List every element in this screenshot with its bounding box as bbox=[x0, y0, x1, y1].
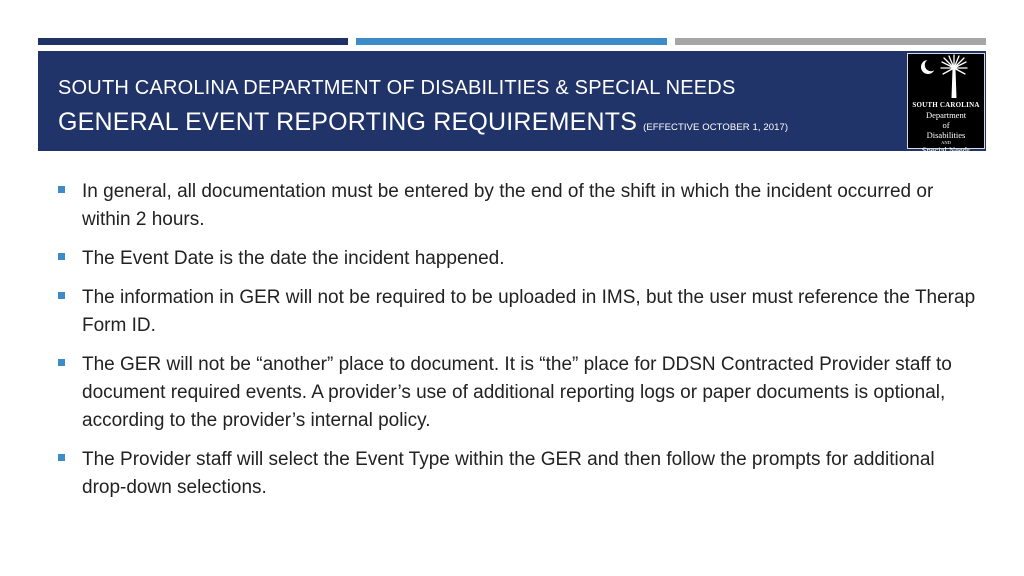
palmetto-moon-icon bbox=[908, 54, 984, 100]
bullet-text: The GER will not be “another” place to document. It is “the” place for DDSN Contracted Provider staff to document required events. A provider’s use of additional reporting logs or paper documents is optional, according to the provider’s internal policy. bbox=[82, 354, 952, 431]
top-accent-bars bbox=[38, 38, 986, 45]
bullet-item bbox=[56, 351, 976, 435]
accent-bar-gray bbox=[675, 38, 986, 45]
slide-title bbox=[58, 108, 788, 137]
bullet-square-icon bbox=[58, 454, 65, 461]
bullet-square-icon bbox=[58, 292, 65, 299]
sc-ddsn-logo bbox=[907, 53, 985, 155]
bullet-item bbox=[56, 178, 976, 234]
bullet-item bbox=[56, 446, 976, 502]
logo-text-state: SOUTH CAROLINA bbox=[912, 101, 980, 109]
bullet-item bbox=[56, 245, 976, 273]
bullet-square-icon bbox=[58, 359, 65, 366]
bullet-text: The Event Date is the date the incident happened. bbox=[82, 248, 505, 269]
logo-text-department: Department bbox=[925, 110, 967, 120]
logo-wordmark bbox=[908, 101, 984, 155]
logo-text-and: AND bbox=[941, 140, 951, 145]
slide-title-organization: SOUTH CAROLINA DEPARTMENT OF DISABILITIES & SPECIAL NEEDS bbox=[58, 77, 736, 99]
bullet-list bbox=[56, 178, 976, 513]
slide-title-effective-date: (EFFECTIVE OCTOBER 1, 2017) bbox=[643, 122, 789, 133]
logo-text-disabilities: Disabilities bbox=[926, 130, 966, 140]
bullet-square-icon bbox=[58, 186, 65, 193]
slide-title-main: GENERAL EVENT REPORTING REQUIREMENTS bbox=[58, 108, 638, 136]
bullet-item bbox=[56, 284, 976, 340]
bullet-text: In general, all documentation must be entered by the end of the shift in which the incident occurred or within 2 hours. bbox=[82, 181, 934, 230]
logo-text-of: of bbox=[942, 120, 950, 130]
slide-title-banner bbox=[38, 51, 986, 151]
bullet-text: The Provider staff will select the Event Type within the GER and then follow the prompts for additional drop-down selections. bbox=[82, 449, 935, 498]
accent-bar-navy bbox=[38, 38, 348, 45]
accent-bar-blue bbox=[356, 38, 667, 45]
bullet-text: The information in GER will not be required to be uploaded in IMS, but the user must reference the Therap Form ID. bbox=[82, 287, 976, 336]
bullet-square-icon bbox=[58, 253, 65, 260]
logo-text-special-needs: Special Needs bbox=[921, 145, 971, 155]
